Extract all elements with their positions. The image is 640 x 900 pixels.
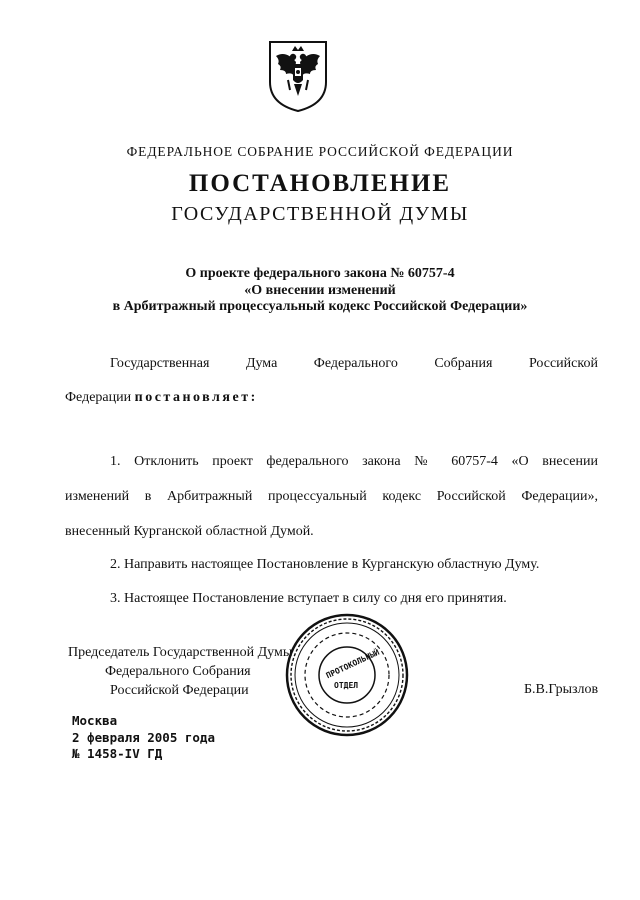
- official-seal: [284, 612, 410, 738]
- seal-text-top: ПРОТОКОЛЬНЫЙ: [324, 647, 381, 681]
- item-1-line: внесенный Курганской областной Думой.: [65, 524, 314, 539]
- document-title: ПОСТАНОВЛЕНИЕ: [188, 170, 452, 197]
- signatory-line: Российской Федерации: [110, 683, 249, 698]
- document-footer: [72, 713, 215, 763]
- preamble-line: [65, 390, 258, 406]
- item-3: 3. Настоящее Постановление вступает в силу со дня его принятия.: [110, 591, 507, 606]
- preamble-decision: постановляет:: [134, 390, 258, 405]
- preamble-word: Российской: [528, 356, 598, 371]
- document-subtitle: ГОСУДАРСТВЕННОЙ ДУМЫ: [171, 203, 469, 225]
- seal-text-bottom: ОТДЕЛ: [334, 681, 359, 690]
- document-subject: [0, 266, 640, 316]
- footer-date: 2 февраля 2005 года: [72, 729, 215, 745]
- preamble-text: Федерации: [65, 390, 132, 405]
- signatory-name: Б.В.Грызлов: [524, 682, 599, 697]
- footer-city: Москва: [72, 713, 118, 728]
- footer-number: № 1458-IV ГД: [72, 746, 163, 761]
- subject-line: О проекте федерального закона № 60757-4: [185, 266, 455, 281]
- item-1-line: 1. Отклонить проект федерального закона № 60757-4 «О внесении: [110, 454, 598, 469]
- subject-line: «О внесении изменений: [244, 282, 396, 298]
- organization-name: ФЕДЕРАЛЬНОЕ СОБРАНИЕ РОССИЙСКОЙ ФЕДЕРАЦИИ: [126, 144, 514, 159]
- coat-of-arms-icon: [266, 38, 330, 114]
- preamble-word: Собрания: [434, 356, 493, 371]
- preamble-line: [110, 356, 598, 372]
- preamble-word: Федерального: [313, 356, 398, 371]
- subject-line: в Арбитражный процессуальный кодекс Российской Федерации»: [112, 299, 528, 314]
- item-1-line: изменений в Арбитражный процессуальный кодекс Российской Федерации»,: [65, 489, 598, 504]
- signatory-line: Председатель Государственной Думы: [68, 645, 293, 660]
- item-2: 2. Направить настоящее Постановление в Курганскую областную Думу.: [110, 557, 540, 572]
- signatory-line: Федерального Собрания: [105, 664, 251, 679]
- preamble-word: Дума: [245, 356, 278, 371]
- signatory-title: [68, 643, 292, 700]
- preamble-word: Государственная: [110, 356, 210, 371]
